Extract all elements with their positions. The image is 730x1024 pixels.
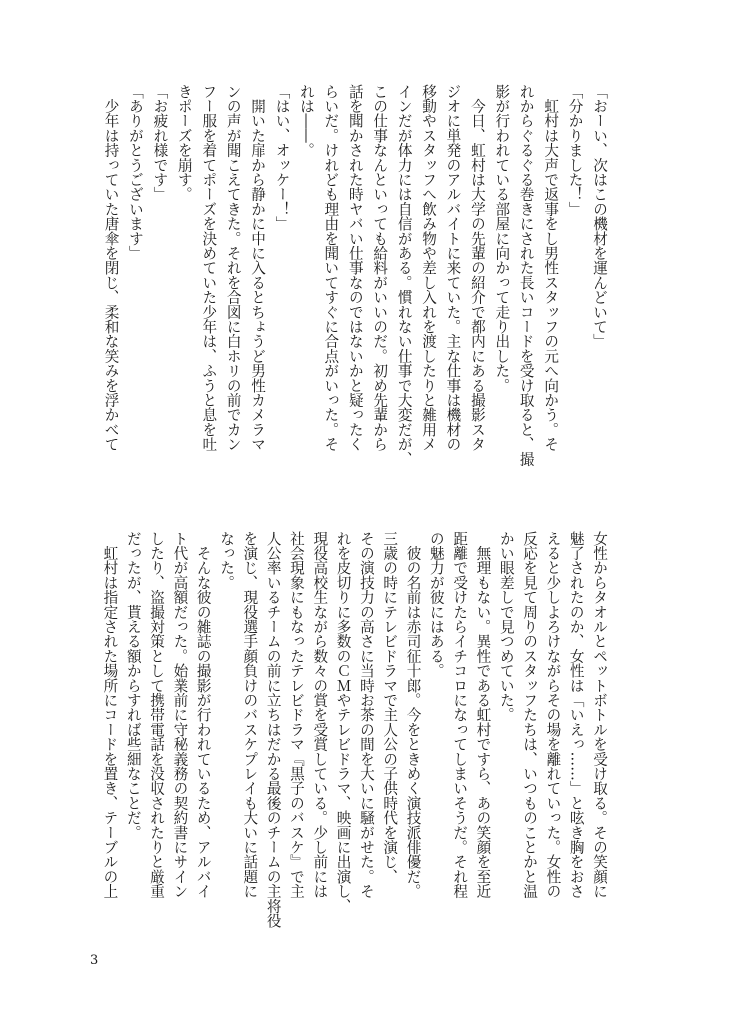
text-column: 三歳の時にテレビドラマで主人公の子供時代を演じ、 [381,531,399,884]
text-column: の魅力が彼にはある。 [427,531,445,678]
text-column: 移動やスタッフへ飲み物や差し入れを渡したりと雑用メ [420,84,438,452]
text-column: ンの声が聞こえてきた。それを合図に白ホリの前でカン [224,84,242,452]
text-column: 少年は持っていた唐傘を閉じ、柔和な笑みを浮かべて [102,84,120,452]
text-column: きポーズを崩す。 [175,84,193,202]
text-column: 虹村は大声で返事をし男性スタッフの元へ向かう。そ [542,84,560,452]
text-column: らいだ。けれども理由を聞いてすぐに合点がいった。そ [322,84,340,452]
text-column: フー服を着てポーズを決めていた少年は、ふうと息を吐 [200,84,218,452]
text-column: 「分かりました！」 [566,84,584,217]
lower-text-block [98,531,611,954]
text-column: えると少しよろけながらその場を離れていった。女性の [544,531,562,899]
text-column: 無理もない。異性である虹村ですら、あの笑顔を至近 [474,531,492,899]
text-column: 現役高校生ながら数々の賞を受賞している。少し前には [311,531,329,899]
text-column: したり、盗撮対策として携帯電話を没収されたりと厳重 [148,531,166,899]
text-column: 影が行われている部屋に向かって走り出した。 [493,84,511,393]
text-column: 「お疲れ様です」 [151,84,169,202]
text-column: 今日、虹村は大学の先輩の紹介で都内にある撮影スタ [468,84,486,452]
text-column: 人公率いるチームの前に立ちはだかる最後のチームの主将役 [264,531,282,928]
text-column: インだが体力には自信がある。慣れない仕事で大変だが、 [395,84,413,467]
text-column: れは――。 [297,84,315,158]
text-column: 話を聞かされた時ヤバい仕事なのではないかと疑ったく [346,84,364,452]
text-column: この仕事なんといっても給料がいいのだ。初め先輩から [371,84,389,452]
text-column: 「ありがとうございます」 [126,84,144,261]
page-number: 3 [90,953,99,968]
text-column: ト代が高額だった。始業前に守秘義務の契約書にサイン [171,531,189,899]
text-column: 社会現象にもなったテレビドラマ『黒子のバスケ』で主 [287,531,305,899]
text-column: 反応を見て周りのスタッフたちは、いつものことかと温 [521,531,539,899]
text-column: れからぐるぐる巻きにされた長いコードを受け取ると、撮 [517,84,535,467]
text-column: だったが、貰える額からすれば些細なことだ。 [124,531,142,840]
upper-text-block [98,84,611,502]
text-column: ジオに単発のアルバイトに来ていた。主な仕事は機材の [444,84,462,452]
text-column: その演技力の高さに当時お茶の間を大いに騒がせた。そ [357,531,375,899]
text-column: 「はい、オッケー！」 [273,84,291,231]
text-column: そんな彼の雑誌の撮影が行われているため、アルバイ [194,531,212,899]
text-column: なった。 [218,531,235,590]
text-column: 魅了されたのか、女性は「いえっ……」と呟き胸をおさ [567,531,585,899]
text-column: 女性からタオルとペットボトルを受け取る。その笑顔に [591,531,608,899]
text-column: 彼の名前は赤司征十郎。今をときめく演技派俳優だ。 [404,531,422,899]
text-column: を演じ、現役選手顔負けのバスケプレイも大いに話題に [241,531,259,899]
text-column: 距離で受けたらイチコロになってしまいそうだ。それ程 [451,531,469,899]
text-column: かい眼差しで見つめていた。 [497,531,515,723]
text-column: 開いた扉から静かに中に入るとちょうど男性カメラマ [249,84,267,452]
text-column: れを皮切りに多数のＣＭやテレビドラマ、映画に出演し、 [334,531,352,914]
text-column: 虹村は指定された場所にコードを置き、テーブルの上 [101,531,119,899]
text-column: 「おーい、次はこの機材を運んどいて」 [591,84,608,349]
